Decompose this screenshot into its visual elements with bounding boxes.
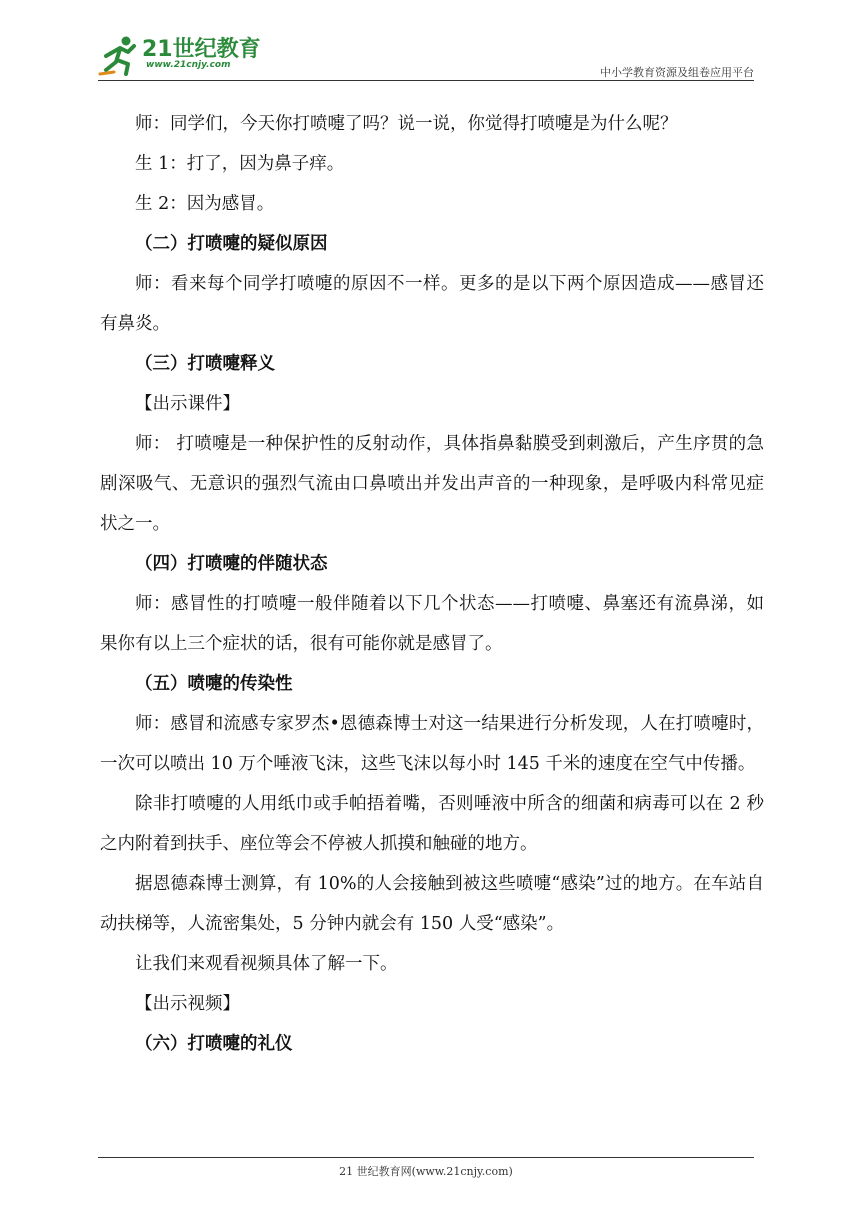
page-header [98,30,754,80]
paragraph: 【出示课件】 [135,394,240,414]
section-heading: （二）打喷嚏的疑似原因 [135,234,328,254]
paragraph: 师：看来每个同学打喷嚏的原因不一样。更多的是以下两个原因造成——感冒还有鼻炎。 [100,274,764,334]
paragraph: 除非打喷嚏的人用纸巾或手帕捂着嘴，否则唾液中所含的细菌和病毒可以在 2 秒之内附着到扶手、座位等会不停被人抓摸和触碰的地方。 [100,794,764,854]
section-heading: （六）打喷嚏的礼仪 [135,1034,293,1054]
paragraph: 据恩德森博士测算，有 10%的人会接触到被这些喷嚏“感染”过的地方。在车站自动扶梯等，人流密集处，5 分钟内就会有 150 人受“感染”。 [100,874,764,934]
footer-divider [98,1157,754,1158]
page-footer: 21 世纪教育网(www.21cnjy.com) [339,1165,513,1178]
platform-name: 中小学教育资源及组卷应用平台 [600,66,754,79]
document-body [100,104,764,1064]
paragraph: 师： 打喷嚏是一种保护性的反射动作，具体指鼻黏膜受到刺激后，产生序贯的急剧深吸气、无意识的强烈气流由口鼻喷出并发出声音的一种现象，是呼吸内科常见症状之一。 [100,434,764,534]
logo-url: www.21cnjy.com [146,60,231,70]
paragraph: 师：感冒和流感专家罗杰•恩德森博士对这一结果进行分析发现，人在打喷嚏时，一次可以喷出 10 万个唾液飞沫，这些飞沫以每小时 145 千米的速度在空气中传播。 [100,714,764,774]
section-heading: （五）喷嚏的传染性 [135,674,293,694]
site-logo[interactable] [98,30,268,78]
logo-text: 21世纪教育 [142,37,261,62]
paragraph: 让我们来观看视频具体了解一下。 [135,954,398,974]
paragraph: 生 1：打了，因为鼻子痒。 [135,154,345,174]
paragraph: 【出示视频】 [135,994,240,1014]
paragraph: 生 2：因为感冒。 [135,194,275,214]
paragraph: 师：同学们，今天你打喷嚏了吗？说一说，你觉得打喷嚏是为什么呢？ [135,114,678,134]
section-heading: （三）打喷嚏释义 [135,354,275,374]
header-divider [98,80,754,81]
section-heading: （四）打喷嚏的伴随状态 [135,554,328,574]
paragraph: 师：感冒性的打喷嚏一般伴随着以下几个状态——打喷嚏、鼻塞还有流鼻涕，如果你有以上三个症状的话，很有可能你就是感冒了。 [100,594,764,654]
runner-logo-icon [98,34,140,76]
